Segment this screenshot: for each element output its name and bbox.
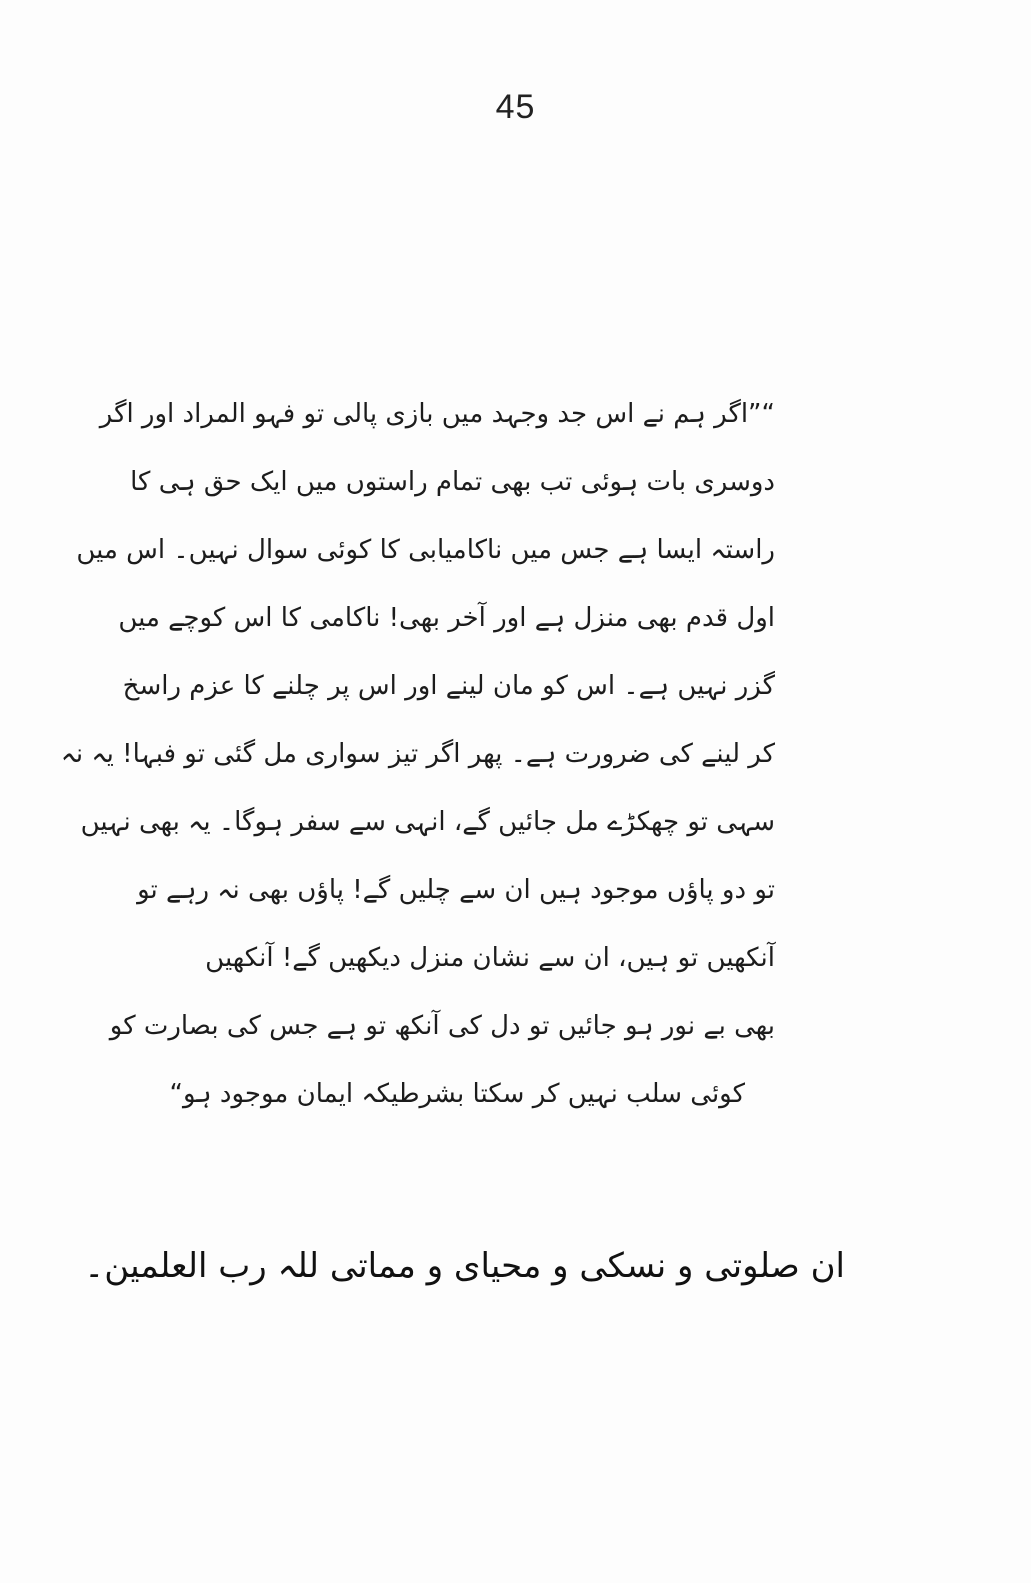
quote-line: بھی بے نور ہو جائیں تو دل کی آنکھ تو ہے جس کی بصارت کو: [109, 1011, 775, 1041]
quote-line: آنکھیں تو ہیں، ان سے نشان منزل دیکھیں گے! آنکھیں: [205, 943, 775, 973]
quranic-verse: ان صلوتی و نسکی و محیای و مماتی للہ رب العلمین۔: [84, 1246, 845, 1286]
page-number: 45: [495, 88, 536, 126]
quote-line: راستہ ایسا ہے جس میں ناکامیابی کا کوئی سوال نہیں۔ اس میں: [76, 535, 775, 565]
quote-line: “”اگر ہم نے اس جد وجہد میں بازی پالی تو فہو المراد اور اگر: [99, 399, 775, 429]
quote-line: گزر نہیں ہے۔ اس کو مان لینے اور اس پر چلنے کا عزم راسخ: [122, 671, 775, 701]
quote-paragraph: [60, 380, 775, 1128]
quote-line: اول قدم بھی منزل ہے اور آخر بھی! ناکامی کا اس کوچے میں: [118, 603, 775, 633]
quote-line: کر لینے کی ضرورت ہے۔ پھر اگر تیز سواری مل گئی تو فبہا! یہ نہ: [60, 739, 775, 769]
quote-line: تو دو پاؤں موجود ہیں ان سے چلیں گے! پاؤں بھی نہ رہے تو: [137, 875, 775, 905]
quote-line: دوسری بات ہوئی تب بھی تمام راستوں میں ایک حق ہی کا: [130, 467, 775, 497]
quote-line: کوئی سلب نہیں کر سکتا بشرطیکہ ایمان موجود ہو“: [169, 1079, 745, 1109]
quote-line: سہی تو چھکڑے مل جائیں گے، انہی سے سفر ہوگا۔ یہ بھی نہیں: [80, 807, 775, 837]
